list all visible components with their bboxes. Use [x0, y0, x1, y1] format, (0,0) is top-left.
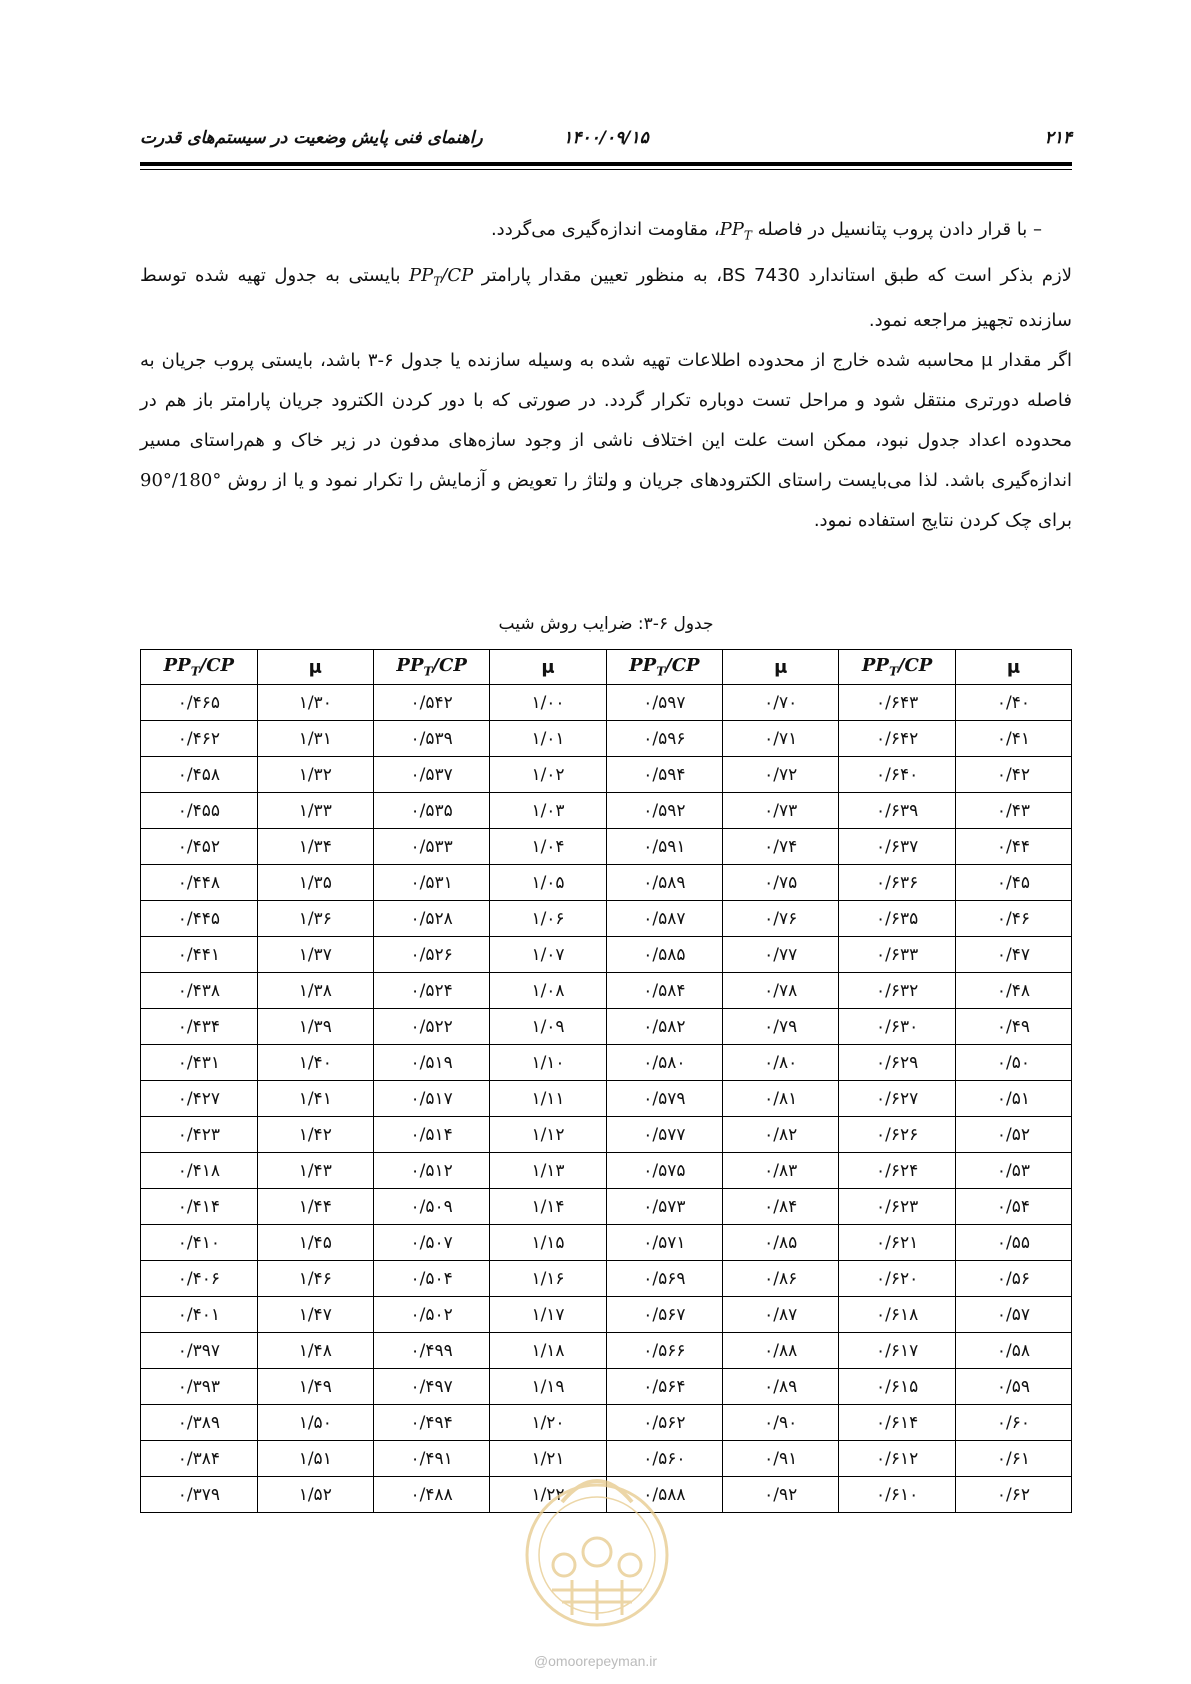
- cell-ppt-cp: ۰/۴۱۴: [141, 1189, 258, 1225]
- cell-mu: ۰/۹۰: [723, 1405, 839, 1441]
- cell-mu: ۱/۱۵: [490, 1225, 606, 1261]
- cell-mu: ۱/۳۰: [257, 685, 373, 721]
- header-rule-thick: [140, 162, 1072, 166]
- cell-ppt-cp: ۰/۶۱۲: [839, 1441, 956, 1477]
- cell-mu: ۰/۵۱: [955, 1081, 1071, 1117]
- cell-ppt-cp: ۰/۶۴۲: [839, 721, 956, 757]
- cell-ppt-cp: ۰/۴۶۵: [141, 685, 258, 721]
- cell-ppt-cp: ۰/۶۲۹: [839, 1045, 956, 1081]
- cell-ppt-cp: ۰/۶۳۶: [839, 865, 956, 901]
- cell-mu: ۰/۸۶: [723, 1261, 839, 1297]
- cell-mu: ۱/۰۶: [490, 901, 606, 937]
- cell-mu: ۰/۷۰: [723, 685, 839, 721]
- table-row: [141, 901, 1072, 937]
- cell-ppt-cp: ۰/۵۶۴: [606, 1369, 723, 1405]
- cell-mu: ۰/۷۷: [723, 937, 839, 973]
- cell-ppt-cp: ۰/۵۶۷: [606, 1297, 723, 1333]
- table-row: [141, 1189, 1072, 1225]
- table-caption: جدول ۶-۳: ضرایب روش شیب: [498, 614, 714, 634]
- cell-ppt-cp: ۰/۴۴۸: [141, 865, 258, 901]
- cell-mu: ۰/۷۵: [723, 865, 839, 901]
- cell-ppt-cp: ۰/۵۰۷: [373, 1225, 490, 1261]
- cell-mu: ۰/۵۷: [955, 1297, 1071, 1333]
- cell-ppt-cp: ۰/۵۳۳: [373, 829, 490, 865]
- cell-mu: ۱/۳۷: [257, 937, 373, 973]
- cell-mu: ۱/۴۳: [257, 1153, 373, 1189]
- cell-ppt-cp: ۰/۵۳۵: [373, 793, 490, 829]
- cell-mu: ۰/۴۶: [955, 901, 1071, 937]
- cell-mu: ۰/۴۷: [955, 937, 1071, 973]
- header-ppt-cp: $PP_T/CP$: [839, 650, 956, 685]
- cell-mu: ۱/۱۰: [490, 1045, 606, 1081]
- cell-ppt-cp: ۰/۵۶۶: [606, 1333, 723, 1369]
- stamp-icon: [492, 1440, 702, 1640]
- cell-ppt-cp: ۰/۶۲۶: [839, 1117, 956, 1153]
- cell-ppt-cp: ۰/۳۸۴: [141, 1441, 258, 1477]
- cell-mu: ۱/۱۶: [490, 1261, 606, 1297]
- cell-mu: ۰/۷۴: [723, 829, 839, 865]
- cell-mu: ۰/۹۱: [723, 1441, 839, 1477]
- cell-ppt-cp: ۰/۵۰۹: [373, 1189, 490, 1225]
- cell-mu: ۱/۳۵: [257, 865, 373, 901]
- cell-mu: ۱/۴۶: [257, 1261, 373, 1297]
- cell-ppt-cp: ۰/۵۳۷: [373, 757, 490, 793]
- table-row: [141, 1261, 1072, 1297]
- cell-mu: ۱/۳۶: [257, 901, 373, 937]
- cell-ppt-cp: ۰/۵۸۷: [606, 901, 723, 937]
- cell-ppt-cp: ۰/۵۲۴: [373, 973, 490, 1009]
- cell-ppt-cp: ۰/۶۲۴: [839, 1153, 956, 1189]
- cell-mu: ۰/۸۵: [723, 1225, 839, 1261]
- cell-ppt-cp: ۰/۵۷۷: [606, 1117, 723, 1153]
- cell-mu: ۰/۴۹: [955, 1009, 1071, 1045]
- table-row: [141, 1153, 1072, 1189]
- cell-ppt-cp: ۰/۴۱۸: [141, 1153, 258, 1189]
- cell-mu: ۰/۶۰: [955, 1405, 1071, 1441]
- cell-mu: ۰/۵۹: [955, 1369, 1071, 1405]
- cell-ppt-cp: ۰/۵۹۱: [606, 829, 723, 865]
- cell-ppt-cp: ۰/۳۸۹: [141, 1405, 258, 1441]
- cell-mu: ۰/۷۹: [723, 1009, 839, 1045]
- cell-ppt-cp: ۰/۵۱۹: [373, 1045, 490, 1081]
- table-row: [141, 973, 1072, 1009]
- cell-mu: ۱/۱۱: [490, 1081, 606, 1117]
- cell-ppt-cp: ۰/۶۳۹: [839, 793, 956, 829]
- cell-mu: ۰/۸۱: [723, 1081, 839, 1117]
- cell-ppt-cp: ۰/۴۲۷: [141, 1081, 258, 1117]
- page-number: ۲۱۴: [1044, 128, 1072, 148]
- cell-ppt-cp: ۰/۵۴۲: [373, 685, 490, 721]
- cell-mu: ۰/۸۴: [723, 1189, 839, 1225]
- header-rule-thin: [140, 169, 1072, 170]
- cell-ppt-cp: ۰/۵۸۲: [606, 1009, 723, 1045]
- cell-ppt-cp: ۰/۶۳۰: [839, 1009, 956, 1045]
- cell-mu: ۰/۸۷: [723, 1297, 839, 1333]
- cell-mu: ۰/۵۰: [955, 1045, 1071, 1081]
- cell-ppt-cp: ۰/۵۸۵: [606, 937, 723, 973]
- cell-ppt-cp: ۰/۵۳۹: [373, 721, 490, 757]
- table-row: [141, 721, 1072, 757]
- cell-ppt-cp: ۰/۴۶۲: [141, 721, 258, 757]
- cell-mu: ۱/۰۰: [490, 685, 606, 721]
- cell-mu: ۰/۵۶: [955, 1261, 1071, 1297]
- cell-ppt-cp: ۰/۴۹۴: [373, 1405, 490, 1441]
- cell-mu: ۱/۲۱: [490, 1441, 606, 1477]
- cell-mu: ۱/۳۸: [257, 973, 373, 1009]
- cell-ppt-cp: ۰/۵۶۹: [606, 1261, 723, 1297]
- cell-mu: ۰/۹۲: [723, 1477, 839, 1513]
- cell-mu: ۱/۴۱: [257, 1081, 373, 1117]
- cell-mu: ۰/۷۲: [723, 757, 839, 793]
- cell-ppt-cp: ۰/۶۴۰: [839, 757, 956, 793]
- cell-mu: ۱/۴۲: [257, 1117, 373, 1153]
- cell-mu: ۰/۷۸: [723, 973, 839, 1009]
- header-date: ۱۴۰۰/۰۹/۱۵: [563, 128, 649, 148]
- table-row: [141, 757, 1072, 793]
- page-header: [140, 128, 1072, 162]
- cell-mu: ۱/۴۴: [257, 1189, 373, 1225]
- cell-ppt-cp: ۰/۶۲۰: [839, 1261, 956, 1297]
- cell-ppt-cp: ۰/۴۳۸: [141, 973, 258, 1009]
- cell-mu: ۱/۱۹: [490, 1369, 606, 1405]
- cell-mu: ۰/۵۳: [955, 1153, 1071, 1189]
- table-row: [141, 1333, 1072, 1369]
- header-mu: μ: [490, 650, 606, 685]
- cell-mu: ۰/۶۲: [955, 1477, 1071, 1513]
- cell-ppt-cp: ۰/۴۹۹: [373, 1333, 490, 1369]
- cell-mu: ۰/۵۴: [955, 1189, 1071, 1225]
- cell-mu: ۰/۵۵: [955, 1225, 1071, 1261]
- cell-ppt-cp: ۰/۵۱۴: [373, 1117, 490, 1153]
- header-ppt-cp: $PP_T/CP$: [141, 650, 258, 685]
- cell-ppt-cp: ۰/۶۲۳: [839, 1189, 956, 1225]
- cell-ppt-cp: ۰/۵۰۴: [373, 1261, 490, 1297]
- bullet-paragraph: – با قرار دادن پروب پتانسیل در فاصله $PP_T،$ مقاومت اندازه‌گیری می‌گردد.: [140, 210, 1072, 256]
- ppt-cp-symbol: $PP_T/CP$: [409, 264, 474, 289]
- cell-ppt-cp: ۰/۴۰۱: [141, 1297, 258, 1333]
- table-row: [141, 1225, 1072, 1261]
- cell-mu: ۱/۵۲: [257, 1477, 373, 1513]
- mu-paragraph: اگر مقدار μ محاسبه شده خارج از محدوده اطلاعات تهیه شده به وسیله سازنده یا جدول ۶-۳ باشد، بایستی پروب جریان به فاصله دورتری منتقل شود و مراحل تست دوباره تکرار گردد. در صورتی که با دور کردن الکترود جریان پارامتر باز هم در محدوده اعداد جدول نبود، ممکن است علت این اختلاف ناشی از وجود سازه‌های مدفون در زیر خاک و هم‌راستای مسیر اندازه‌گیری باشد. لذا می‌بایست راستای الکترودهای جریان و ولتاژ را تعویض و آزمایش را تکرار نمود و یا از روش 90°/180° برای چک کردن نتایج استفاده نمود.: [140, 350, 1072, 532]
- cell-ppt-cp: ۰/۵۹۲: [606, 793, 723, 829]
- cell-mu: ۰/۴۸: [955, 973, 1071, 1009]
- cell-mu: ۱/۴۸: [257, 1333, 373, 1369]
- header-title: راهنمای فنی پایش وضعیت در سیستم‌های قدرت: [140, 128, 483, 148]
- cell-mu: ۱/۰۳: [490, 793, 606, 829]
- cell-ppt-cp: ۰/۶۳۵: [839, 901, 956, 937]
- ppt-symbol: $PP_T$: [719, 219, 752, 243]
- table-row: [141, 1045, 1072, 1081]
- table-row: [141, 937, 1072, 973]
- cell-mu: ۱/۰۲: [490, 757, 606, 793]
- slope-coefficients-table: [140, 649, 1072, 1513]
- table-row: [141, 1081, 1072, 1117]
- cell-mu: ۰/۵۸: [955, 1333, 1071, 1369]
- cell-ppt-cp: ۰/۴۴۱: [141, 937, 258, 973]
- cell-mu: ۱/۳۹: [257, 1009, 373, 1045]
- cell-ppt-cp: ۰/۵۹۷: [606, 685, 723, 721]
- header-mu: μ: [955, 650, 1071, 685]
- cell-mu: ۰/۴۴: [955, 829, 1071, 865]
- cell-ppt-cp: ۰/۶۲۷: [839, 1081, 956, 1117]
- cell-mu: ۰/۸۸: [723, 1333, 839, 1369]
- header-ppt-cp: $PP_T/CP$: [606, 650, 723, 685]
- cell-ppt-cp: ۰/۵۲۲: [373, 1009, 490, 1045]
- standard-paragraph: لازم بذکر است که طبق استاندارد BS 7430، به منظور تعیین مقدار پارامتر $PP_T/CP$ بایستی به جدول تهیه شده توسط سازنده تجهیز مراجعه نمود.: [140, 256, 1072, 342]
- cell-mu: ۱/۰۴: [490, 829, 606, 865]
- cell-mu: ۰/۷۶: [723, 901, 839, 937]
- cell-ppt-cp: ۰/۵۹۶: [606, 721, 723, 757]
- header-ppt-cp: $PP_T/CP$: [373, 650, 490, 685]
- cell-ppt-cp: ۰/۵۲۸: [373, 901, 490, 937]
- table-row: [141, 1009, 1072, 1045]
- cell-mu: ۰/۷۳: [723, 793, 839, 829]
- table-row: [141, 1297, 1072, 1333]
- cell-ppt-cp: ۰/۶۳۷: [839, 829, 956, 865]
- cell-ppt-cp: ۰/۵۷۱: [606, 1225, 723, 1261]
- cell-ppt-cp: ۰/۶۱۷: [839, 1333, 956, 1369]
- cell-ppt-cp: ۰/۵۸۰: [606, 1045, 723, 1081]
- cell-ppt-cp: ۰/۵۹۴: [606, 757, 723, 793]
- cell-ppt-cp: ۰/۵۸۹: [606, 865, 723, 901]
- cell-mu: ۱/۱۳: [490, 1153, 606, 1189]
- cell-mu: ۰/۸۰: [723, 1045, 839, 1081]
- cell-ppt-cp: ۰/۴۹۱: [373, 1441, 490, 1477]
- table-row: [141, 865, 1072, 901]
- cell-mu: ۱/۴۹: [257, 1369, 373, 1405]
- table-row: [141, 793, 1072, 829]
- cell-mu: ۱/۲۲: [490, 1477, 606, 1513]
- cell-ppt-cp: ۰/۴۵۸: [141, 757, 258, 793]
- cell-ppt-cp: ۰/۵۸۴: [606, 973, 723, 1009]
- cell-mu: ۱/۰۱: [490, 721, 606, 757]
- cell-ppt-cp: ۰/۶۱۰: [839, 1477, 956, 1513]
- cell-mu: ۱/۰۸: [490, 973, 606, 1009]
- cell-ppt-cp: ۰/۶۳۲: [839, 973, 956, 1009]
- cell-ppt-cp: ۰/۴۳۴: [141, 1009, 258, 1045]
- body-text: [140, 210, 1072, 541]
- cell-mu: ۰/۷۱: [723, 721, 839, 757]
- cell-ppt-cp: ۰/۵۰۲: [373, 1297, 490, 1333]
- cell-ppt-cp: ۰/۴۱۰: [141, 1225, 258, 1261]
- header-mu: μ: [257, 650, 373, 685]
- header-mu: μ: [723, 650, 839, 685]
- cell-ppt-cp: ۰/۴۵۲: [141, 829, 258, 865]
- cell-ppt-cp: ۰/۶۱۵: [839, 1369, 956, 1405]
- angle-method: 90°/180°: [140, 470, 222, 492]
- cell-ppt-cp: ۰/۴۲۳: [141, 1117, 258, 1153]
- cell-ppt-cp: ۰/۴۰۶: [141, 1261, 258, 1297]
- table-row: [141, 1405, 1072, 1441]
- cell-mu: ۱/۳۱: [257, 721, 373, 757]
- cell-ppt-cp: ۰/۵۶۰: [606, 1441, 723, 1477]
- cell-mu: ۱/۲۰: [490, 1405, 606, 1441]
- cell-mu: ۱/۴۷: [257, 1297, 373, 1333]
- cell-ppt-cp: ۰/۵۷۳: [606, 1189, 723, 1225]
- cell-ppt-cp: ۰/۵۲۶: [373, 937, 490, 973]
- table-row: [141, 1117, 1072, 1153]
- cell-mu: ۰/۸۲: [723, 1117, 839, 1153]
- cell-ppt-cp: ۰/۵۸۸: [606, 1477, 723, 1513]
- cell-ppt-cp: ۰/۵۱۲: [373, 1153, 490, 1189]
- cell-mu: ۱/۱۴: [490, 1189, 606, 1225]
- cell-mu: ۰/۸۳: [723, 1153, 839, 1189]
- table-row: [141, 829, 1072, 865]
- cell-ppt-cp: ۰/۶۱۸: [839, 1297, 956, 1333]
- cell-mu: ۱/۱۸: [490, 1333, 606, 1369]
- cell-ppt-cp: ۰/۵۷۵: [606, 1153, 723, 1189]
- table-row: [141, 1369, 1072, 1405]
- cell-mu: ۱/۵۱: [257, 1441, 373, 1477]
- cell-mu: ۰/۴۱: [955, 721, 1071, 757]
- cell-mu: ۰/۵۲: [955, 1117, 1071, 1153]
- cell-mu: ۱/۳۴: [257, 829, 373, 865]
- table-row: [141, 685, 1072, 721]
- cell-mu: ۰/۴۰: [955, 685, 1071, 721]
- cell-ppt-cp: ۰/۶۳۳: [839, 937, 956, 973]
- site-watermark: @omoorepeyman.ir: [533, 1653, 658, 1669]
- cell-mu: ۱/۳۳: [257, 793, 373, 829]
- cell-mu: ۰/۴۲: [955, 757, 1071, 793]
- cell-mu: ۱/۰۹: [490, 1009, 606, 1045]
- cell-mu: ۱/۰۷: [490, 937, 606, 973]
- cell-ppt-cp: ۰/۳۹۳: [141, 1369, 258, 1405]
- cell-ppt-cp: ۰/۵۷۹: [606, 1081, 723, 1117]
- cell-ppt-cp: ۰/۴۵۵: [141, 793, 258, 829]
- cell-ppt-cp: ۰/۵۳۱: [373, 865, 490, 901]
- cell-mu: ۱/۴۵: [257, 1225, 373, 1261]
- cell-ppt-cp: ۰/۵۱۷: [373, 1081, 490, 1117]
- cell-mu: ۱/۱۷: [490, 1297, 606, 1333]
- cell-ppt-cp: ۰/۶۱۴: [839, 1405, 956, 1441]
- cell-mu: ۰/۶۱: [955, 1441, 1071, 1477]
- table-header-row: [141, 650, 1072, 685]
- cell-ppt-cp: ۰/۳۹۷: [141, 1333, 258, 1369]
- cell-mu: ۱/۳۲: [257, 757, 373, 793]
- cell-mu: ۱/۵۰: [257, 1405, 373, 1441]
- cell-ppt-cp: ۰/۵۶۲: [606, 1405, 723, 1441]
- cell-ppt-cp: ۰/۴۳۱: [141, 1045, 258, 1081]
- cell-mu: ۰/۴۳: [955, 793, 1071, 829]
- cell-ppt-cp: ۰/۴۹۷: [373, 1369, 490, 1405]
- cell-mu: ۱/۰۵: [490, 865, 606, 901]
- cell-ppt-cp: ۰/۶۴۳: [839, 685, 956, 721]
- cell-ppt-cp: ۰/۳۷۹: [141, 1477, 258, 1513]
- cell-mu: ۱/۴۰: [257, 1045, 373, 1081]
- cell-mu: ۱/۱۲: [490, 1117, 606, 1153]
- cell-mu: ۰/۴۵: [955, 865, 1071, 901]
- cell-mu: ۰/۸۹: [723, 1369, 839, 1405]
- cell-ppt-cp: ۰/۶۲۱: [839, 1225, 956, 1261]
- cell-ppt-cp: ۰/۴۸۸: [373, 1477, 490, 1513]
- cell-ppt-cp: ۰/۴۴۵: [141, 901, 258, 937]
